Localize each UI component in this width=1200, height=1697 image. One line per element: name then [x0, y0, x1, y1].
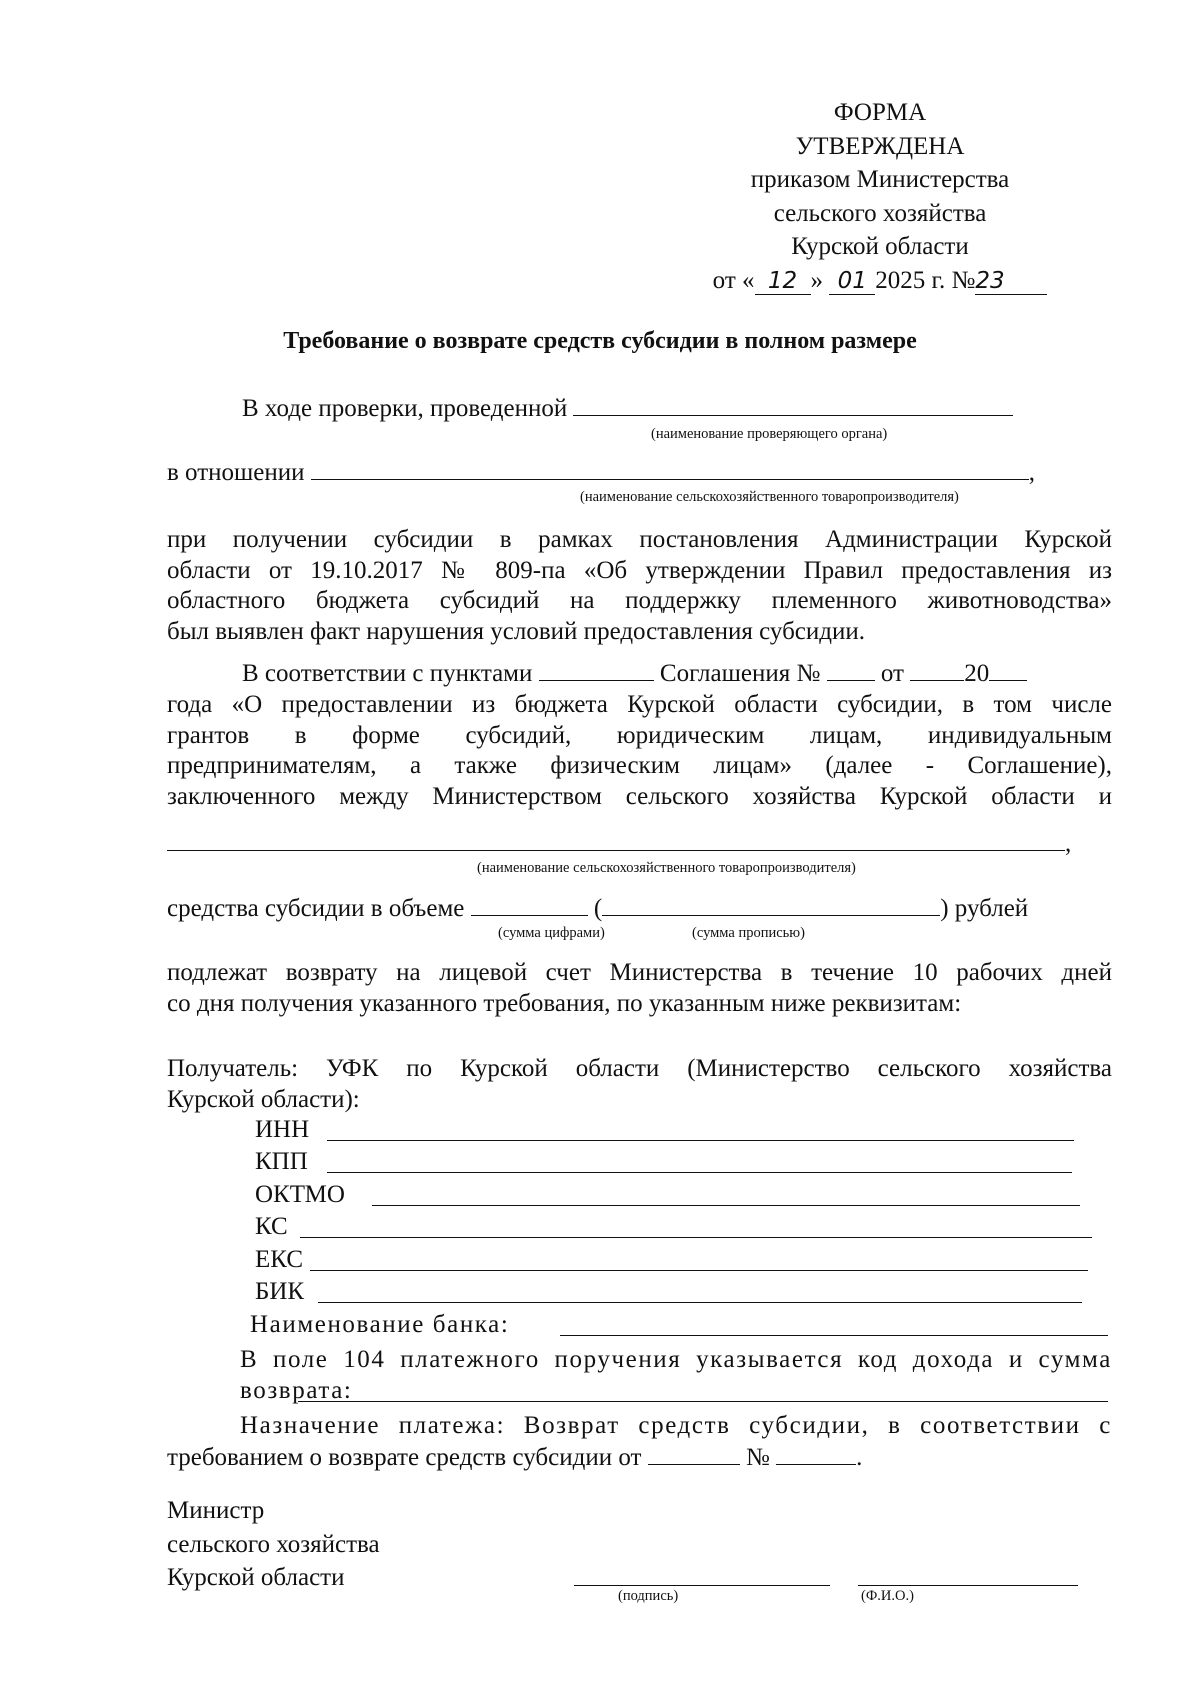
- oktmo-field[interactable]: [372, 1204, 1080, 1206]
- field104-line2: возврата:: [240, 1376, 353, 1404]
- recipient-line2: Курской области):: [167, 1085, 360, 1113]
- full-name-caption: (Ф.И.О.): [861, 1588, 914, 1604]
- ks-field[interactable]: [300, 1236, 1092, 1238]
- amount-label: средства субсидии в объеме: [167, 895, 465, 922]
- amount-currency: ) рублей: [940, 895, 1029, 922]
- handwritten-order-number: 23: [975, 268, 1047, 295]
- date-prefix: от «: [712, 266, 755, 294]
- approved-label: УТВЕРЖДЕНА: [795, 132, 965, 160]
- points-field[interactable]: [539, 658, 654, 681]
- approval-block: [700, 96, 1060, 297]
- return-line2: со дня получения указанного требования, по указанным ниже реквизитам:: [167, 989, 962, 1017]
- regarding-caption: (наименование сельскохозяйственного товаропроизводителя): [580, 489, 959, 505]
- amount-digits-caption: (сумма цифрами): [498, 925, 605, 941]
- amount-words-caption: (сумма прописью): [692, 925, 805, 941]
- bik-field[interactable]: [318, 1301, 1082, 1303]
- paragraph2-line4: предпринимателям, а также физическим лицам» (далее - Соглашение),: [167, 752, 1112, 779]
- regarding-line: [167, 457, 1035, 488]
- signer-title: Министр: [167, 1497, 265, 1524]
- order-line: приказом Министерства: [750, 166, 1010, 193]
- form-label: ФОРМА: [833, 99, 927, 126]
- agreement-number-field[interactable]: [827, 658, 875, 681]
- date-mid: »: [810, 266, 824, 294]
- eks-label: ЕКС: [255, 1246, 303, 1273]
- inspection-line: [242, 393, 1013, 424]
- handwritten-month: 01: [829, 268, 875, 295]
- full-name-field[interactable]: [858, 1585, 1078, 1586]
- kpp-label: КПП: [255, 1148, 308, 1175]
- paragraph1-line3: областного бюджета субсидий на поддержку племенного животноводства»: [167, 587, 1112, 614]
- signer-region: Курской области: [167, 1564, 345, 1591]
- paragraph-agreement: [167, 690, 1112, 812]
- purpose-line1: Назначение платежа: Возврат средств субсидии, в соответствии с: [240, 1412, 1112, 1439]
- paragraph-violation: [167, 525, 1112, 647]
- oktmo-label: ОКТМО: [255, 1181, 345, 1208]
- agreement-from-label: от: [880, 660, 904, 687]
- paragraph-return: [167, 958, 1112, 1019]
- amount-open-paren: (: [593, 895, 603, 922]
- eks-field[interactable]: [310, 1269, 1088, 1271]
- paragraph2-line2: года «О предоставлении из бюджета Курской области субсидии, в том числе: [167, 691, 1112, 718]
- regarding-comma: ,: [1028, 459, 1036, 486]
- paragraph2-line5: заключенного между Министерством сельского хозяйства Курской области и: [167, 782, 1112, 810]
- purpose-line2: [167, 1442, 862, 1473]
- purpose-text: требованием о возврате средств субсидии от: [167, 1444, 642, 1471]
- producer-caption: (наименование сельскохозяйственного товаропроизводителя): [477, 860, 856, 876]
- agreement-year-prefix: 20: [964, 660, 990, 687]
- kpp-field[interactable]: [327, 1171, 1072, 1173]
- recipient-line1: Получатель: УФК по Курской области (Министерство сельского хозяйства: [167, 1055, 1112, 1082]
- agreement-year-field[interactable]: [989, 658, 1027, 681]
- paragraph2-line3: грантов в форме субсидий, юридическим лицам, индивидуальным: [167, 721, 1112, 749]
- agreement-line: [242, 658, 1027, 689]
- paragraph-recipient: [167, 1054, 1112, 1115]
- paragraph1-line1: при получении субсидии в рамках постановления Администрации Курской: [167, 526, 1112, 553]
- region-line: Курской области: [791, 233, 969, 260]
- paragraph1-line2: области от 19.10.2017 № 809-па «Об утверждении Правил предоставления из: [167, 556, 1112, 584]
- requirement-date-field[interactable]: [648, 1442, 740, 1465]
- regarding-label: в отношении: [167, 459, 305, 486]
- amount-digits-field[interactable]: [471, 893, 588, 916]
- bik-label: БИК: [255, 1278, 305, 1305]
- inn-label: ИНН: [255, 1116, 310, 1143]
- signature-caption: (подпись): [618, 1588, 679, 1604]
- producer-name-field-2[interactable]: [167, 828, 1065, 851]
- agreement-number-label: Соглашения №: [659, 660, 821, 687]
- requirement-number-field[interactable]: [776, 1442, 856, 1465]
- ks-label: КС: [255, 1213, 288, 1240]
- handwritten-day: 12: [755, 268, 811, 295]
- paragraph-field104: [167, 1345, 1112, 1406]
- signature-field[interactable]: [574, 1585, 830, 1586]
- order-date-line: [700, 264, 1060, 298]
- inspection-body-field[interactable]: [573, 393, 1013, 416]
- date-suffix: 2025 г. №: [875, 266, 976, 294]
- producer-comma: ,: [1065, 830, 1072, 857]
- amount-words-field[interactable]: [602, 893, 940, 916]
- signer-ministry: сельского хозяйства: [167, 1530, 380, 1558]
- producer-name-field[interactable]: [311, 457, 1029, 480]
- requirement-number-label: №: [745, 1444, 770, 1471]
- bank-field[interactable]: [560, 1334, 1108, 1336]
- inspection-caption: (наименование проверяющего органа): [651, 426, 888, 442]
- paragraph-purpose: [167, 1411, 1112, 1442]
- paragraph1-line4: был выявлен факт нарушения условий предоставления субсидии.: [167, 617, 866, 645]
- ministry-line: сельского хозяйства: [773, 199, 987, 227]
- producer-line: [167, 828, 1071, 859]
- amount-line: [167, 893, 1028, 924]
- inn-field[interactable]: [327, 1139, 1074, 1141]
- inspection-label: В ходе проверки, проведенной: [242, 395, 568, 422]
- field104-line1: В поле 104 платежного поручения указывается код дохода и сумма: [240, 1346, 1112, 1373]
- document-title: Требование о возврате средств субсидии в полном размере: [283, 328, 917, 354]
- return-line1: подлежат возврату на лицевой счет Министерства в течение 10 рабочих дней: [167, 959, 1112, 986]
- purpose-period: .: [856, 1444, 863, 1471]
- signature-block: [167, 1494, 380, 1595]
- agreement-date-field[interactable]: [910, 658, 964, 681]
- return-amount-field[interactable]: [298, 1400, 1108, 1402]
- agreement-points-label: В соответствии с пунктами: [242, 660, 533, 687]
- bank-label: Наименование банка:: [250, 1311, 510, 1338]
